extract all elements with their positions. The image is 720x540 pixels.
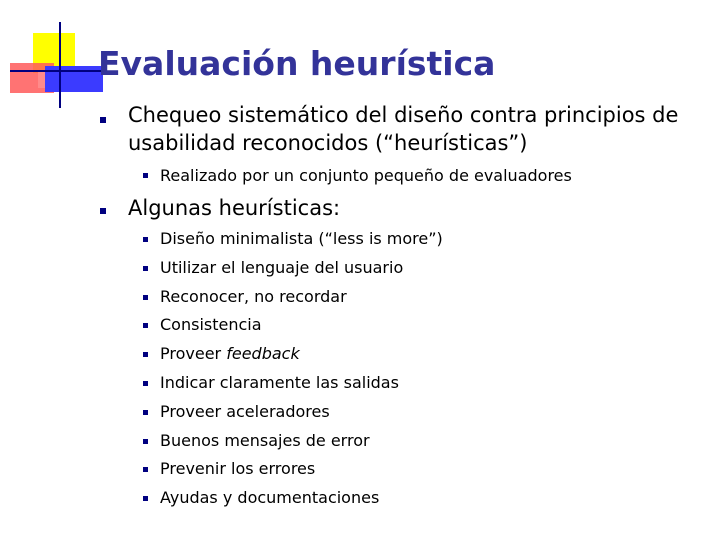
slide-title: Evaluación heurística [98,44,496,83]
heuristic-item [160,343,300,365]
bullet-icon [100,117,106,123]
bullet2-text: Algunas heurísticas: [128,196,341,220]
logo-horizontal-line [10,70,106,72]
heuristic-item: Proveer aceleradores [160,402,330,421]
sub-bullet-icon [143,352,148,357]
heuristic-item-italic: feedback [226,344,300,363]
heuristic-item: Utilizar el lenguaje del usuario [160,258,404,277]
heuristic-item: Prevenir los errores [160,459,316,478]
sub-bullet-icon [143,173,148,178]
sub-bullet-icon [143,381,148,386]
heuristic-item: Buenos mensajes de error [160,431,370,450]
heuristic-item: Diseño minimalista (“less is more”) [160,229,443,248]
heuristic-item: Reconocer, no recordar [160,287,347,306]
heuristic-item: Ayudas y documentaciones [160,488,380,507]
heuristic-item: Consistencia [160,315,262,334]
sub-bullet-icon [143,496,148,501]
sub-bullet-icon [143,439,148,444]
sub-bullet-icon [143,295,148,300]
bullet1-line1: Chequeo sistemático del diseño contra principios de [128,103,679,127]
sub-bullet-icon [143,467,148,472]
bullet1-line2: usabilidad reconocidos (“heurísticas”) [128,131,528,155]
bullet1-sub: Realizado por un conjunto pequeño de evaluadores [160,166,572,185]
heuristic-item: Indicar claramente las salidas [160,373,399,392]
sub-bullet-icon [143,266,148,271]
sub-bullet-icon [143,323,148,328]
logo-vertical-line [59,22,61,108]
heuristic-item-text: Proveer [160,344,222,363]
sub-bullet-icon [143,410,148,415]
sub-bullet-icon [143,237,148,242]
bullet-icon [100,208,106,214]
